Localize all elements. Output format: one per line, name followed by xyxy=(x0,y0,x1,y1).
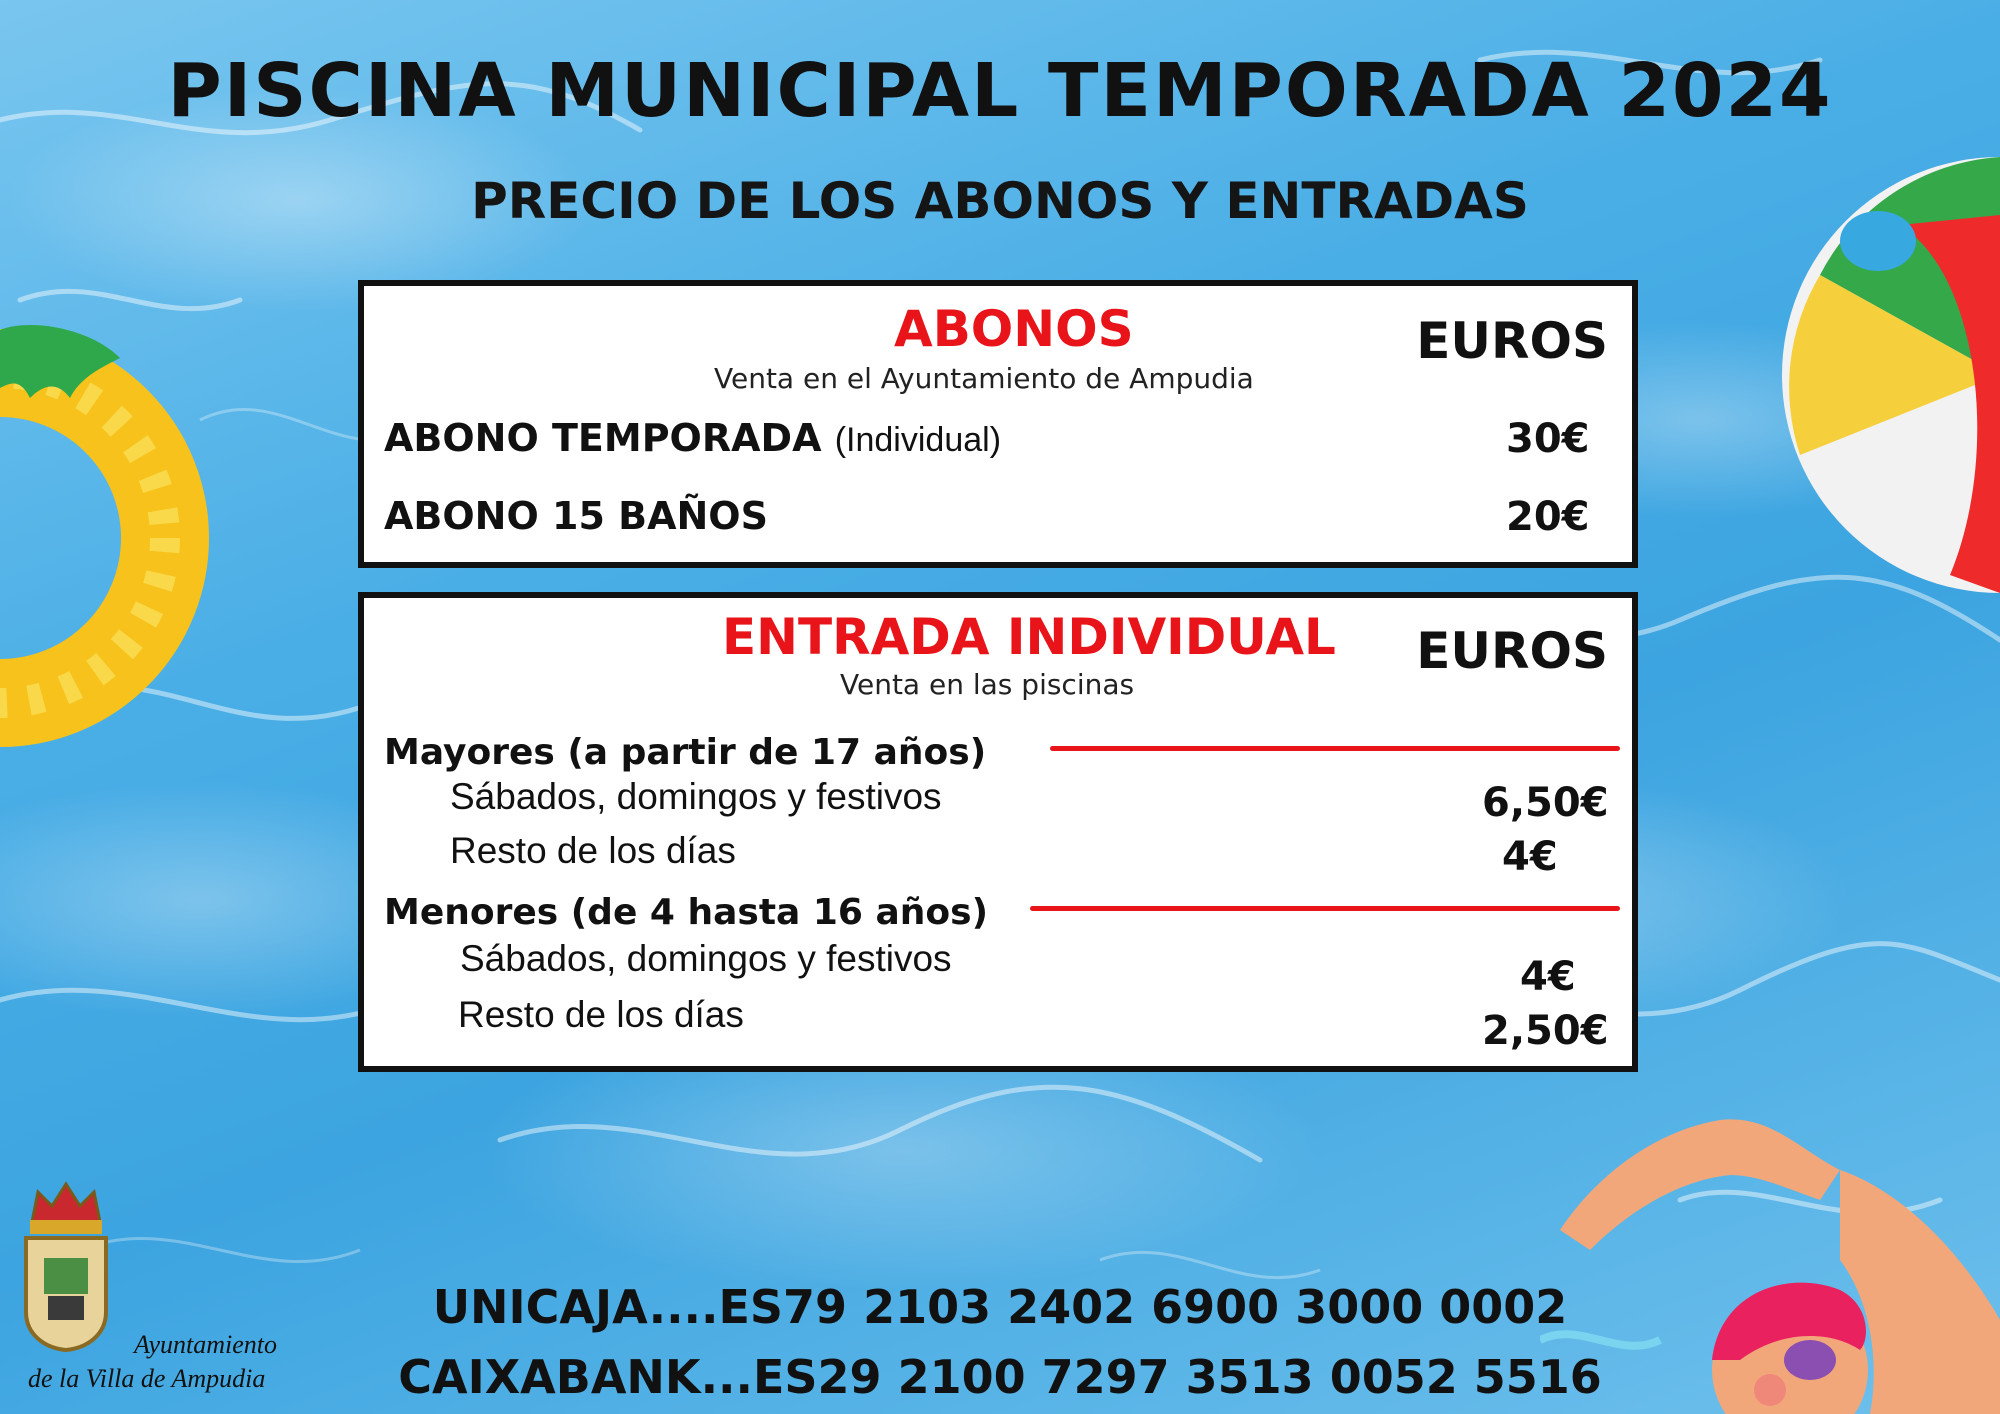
mayores-weekend-price: 6,50€ xyxy=(1482,780,1609,826)
entrada-note: Venta en las piscinas xyxy=(840,668,1135,701)
page-subtitle: PRECIO DE LOS ABONOS Y ENTRADAS xyxy=(471,172,1529,230)
abono-temporada-name: ABONO TEMPORADA xyxy=(384,416,822,460)
logo-text-line2: de la Villa de Ampudia xyxy=(28,1364,266,1393)
menores-weekday-label: Resto de los días xyxy=(458,994,744,1035)
menores-weekend-label: Sábados, domingos y festivos xyxy=(460,938,952,979)
group-mayores-divider xyxy=(1050,746,1620,751)
abonos-box xyxy=(358,280,1638,568)
bank-account-unicaja: UNICAJA....ES79 2103 2402 6900 3000 0002 xyxy=(432,1280,1568,1334)
abono-temporada-detail: (Individual) xyxy=(834,421,1002,459)
abonos-currency-header: EUROS xyxy=(1416,312,1608,370)
abono-15-banos-label: ABONO 15 BAÑOS xyxy=(384,494,768,538)
entrada-individual-box xyxy=(358,592,1638,1072)
abonos-note: Venta en el Ayuntamiento de Ampudia xyxy=(714,362,1254,395)
menores-weekend-price: 4€ xyxy=(1520,954,1576,1000)
bank-account-caixabank: CAIXABANK...ES29 2100 7297 3513 0052 5516 xyxy=(398,1350,1602,1404)
group-mayores-label: Mayores (a partir de 17 años) xyxy=(384,732,987,773)
logo-text-line1: Ayuntamiento xyxy=(134,1330,277,1359)
menores-weekday-price: 2,50€ xyxy=(1482,1008,1609,1054)
group-menores-divider xyxy=(1030,906,1620,911)
mayores-weekday-price: 4€ xyxy=(1502,834,1558,880)
page-title: PISCINA MUNICIPAL TEMPORADA 2024 xyxy=(167,48,1833,134)
group-menores-label: Menores (de 4 hasta 16 años) xyxy=(384,892,989,933)
float-ring-illustration xyxy=(0,318,220,768)
mayores-weekend-label: Sábados, domingos y festivos xyxy=(450,776,942,817)
entrada-title: ENTRADA INDIVIDUAL xyxy=(722,608,1336,666)
mayores-weekday-label: Resto de los días xyxy=(450,830,736,871)
entrada-currency-header: EUROS xyxy=(1416,622,1608,680)
abono-temporada-label xyxy=(384,416,1001,460)
abonos-title: ABONOS xyxy=(894,300,1134,358)
abono-temporada-price: 30€ xyxy=(1506,416,1590,462)
abono-15-banos-price: 20€ xyxy=(1506,494,1590,540)
